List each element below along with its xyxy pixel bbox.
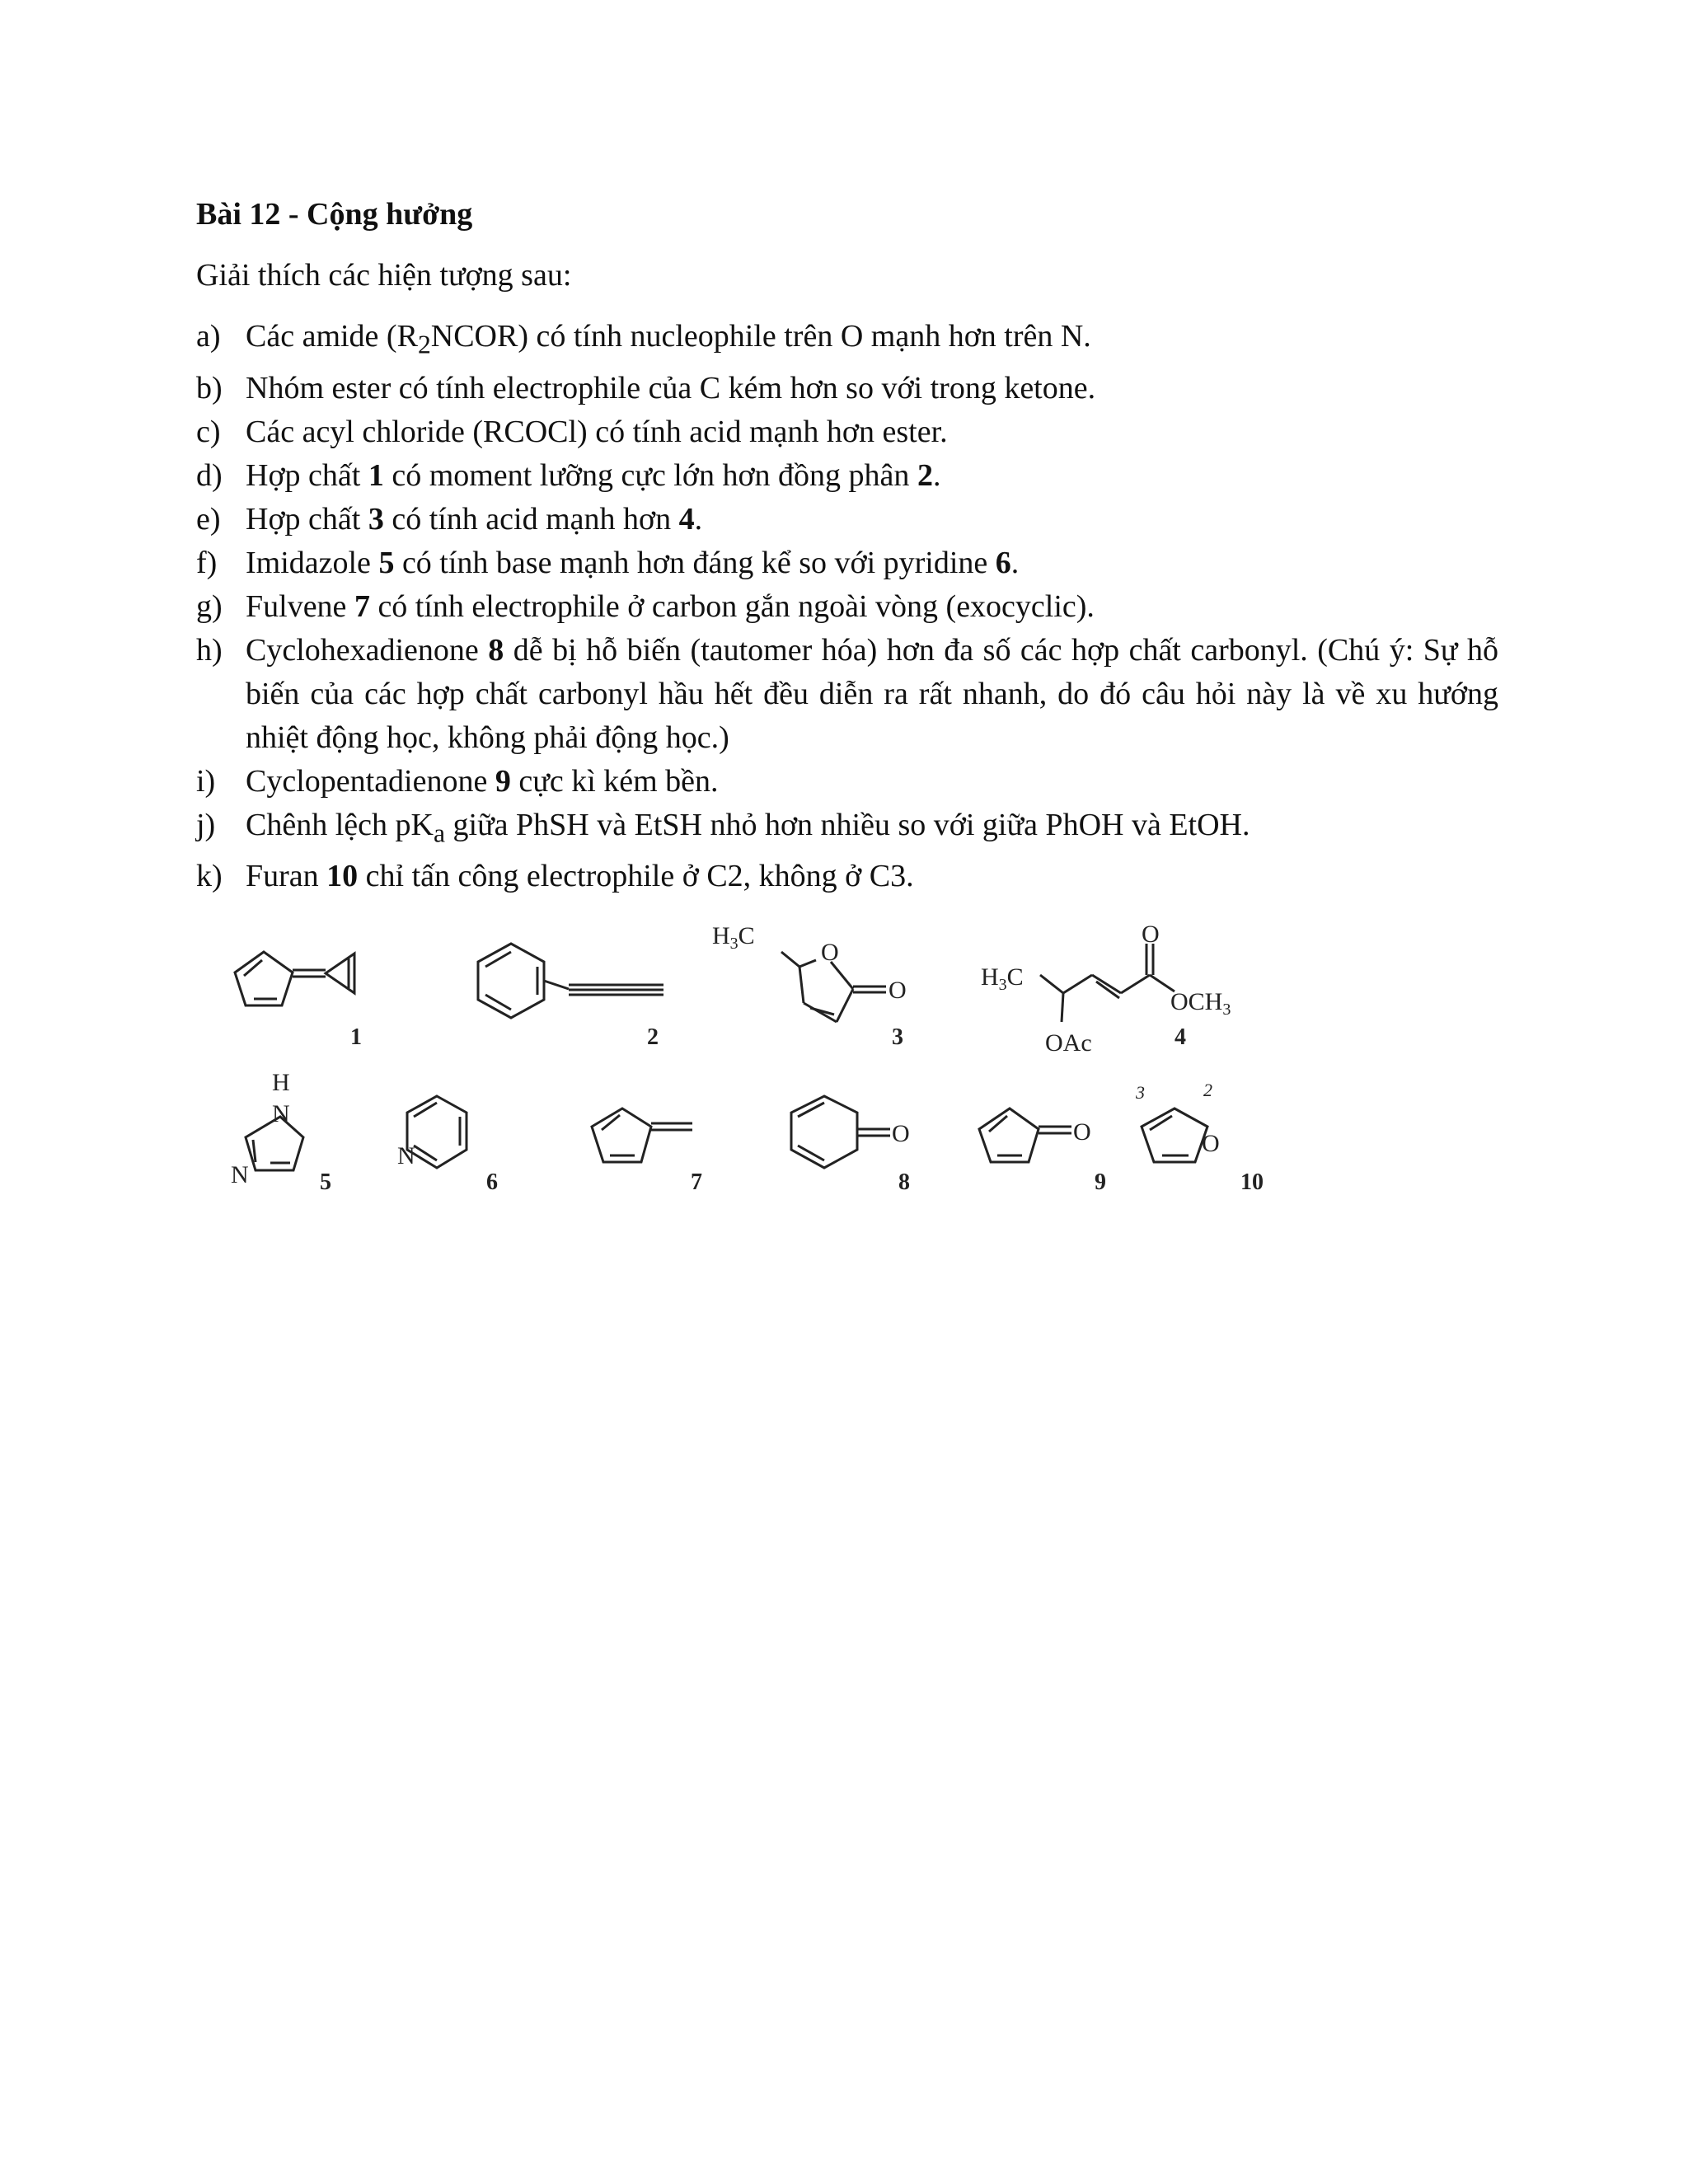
compound-number: 2	[647, 1024, 659, 1050]
item-label: b)	[196, 370, 223, 405]
item-text	[246, 367, 1498, 410]
text-run: Hợp chất	[246, 457, 368, 493]
compound-ref: 8	[488, 632, 504, 668]
item-label: e)	[196, 501, 221, 537]
compound-ref: 1	[368, 457, 384, 493]
text-run: có tính acid mạnh hơn	[383, 501, 679, 537]
text-run: .	[932, 457, 941, 493]
list-item	[196, 541, 1498, 585]
item-text	[246, 855, 1498, 898]
compound-ref: 10	[326, 859, 359, 894]
atom-label: $H_3C$	[712, 922, 755, 953]
atom-label: $H_3C$	[981, 963, 1024, 994]
list-item	[196, 855, 1498, 898]
list-item	[196, 498, 1498, 541]
compound-number: 10	[1240, 1169, 1264, 1195]
item-text	[246, 315, 1498, 367]
compound-ref: 4	[678, 501, 695, 537]
text-run: Các acyl chloride (RCOCl) có tính acid mạnh hơn ester.	[246, 414, 948, 449]
text-run: chỉ tấn công electrophile ở C2, không ở C3.	[358, 859, 914, 894]
text-run: có tính base mạnh hơn đáng kể so với pyridine	[394, 545, 996, 580]
atom-label: 2	[1203, 1080, 1212, 1100]
compound-number: 8	[898, 1169, 910, 1195]
structures-figure	[214, 911, 1319, 1207]
structure-6	[407, 1096, 467, 1168]
text-run: có tính electrophile ở carbon gắn ngoài vòng (exocyclic).	[369, 588, 1095, 624]
text-run: có moment lưỡng cực lớn hơn đồng phân	[383, 457, 917, 493]
compound-number: 5	[320, 1169, 331, 1195]
compound-ref: 7	[354, 588, 370, 624]
atom-label: H	[272, 1069, 290, 1096]
atom-label: O	[889, 977, 907, 1004]
structure-4	[1040, 944, 1175, 1022]
compound-number: 7	[691, 1169, 702, 1195]
item-label: h)	[196, 632, 223, 668]
structure-10	[1142, 1108, 1207, 1162]
list-item	[196, 760, 1498, 804]
list-item	[196, 454, 1498, 498]
item-label: f)	[196, 545, 218, 580]
list-item	[196, 367, 1498, 410]
compound-number: 3	[892, 1024, 903, 1050]
compound-number: 9	[1095, 1169, 1106, 1195]
atom-label: OAc	[1045, 1029, 1092, 1057]
list-item	[196, 585, 1498, 629]
text-run: Cyclohexadienone	[246, 632, 489, 668]
structure-2	[478, 944, 663, 1018]
text-run: Nhóm ester có tính electrophile của C kém hơn so với trong ketone.	[246, 370, 1096, 405]
atom-label: O	[821, 939, 839, 966]
compound-number: 1	[350, 1024, 362, 1050]
item-text	[246, 541, 1498, 585]
item-label: a)	[196, 319, 221, 354]
intro-text: Giải thích các hiện tượng sau:	[196, 258, 572, 293]
structure-7	[592, 1108, 692, 1162]
text-run: giữa PhSH và EtSH nhỏ hơn nhiều so với giữa PhOH và EtOH.	[445, 807, 1250, 842]
list-item	[196, 629, 1498, 760]
list-item	[196, 410, 1498, 454]
atom-label: N	[397, 1142, 415, 1169]
compound-ref: 9	[495, 763, 511, 799]
text-run: Fulvene	[246, 588, 354, 624]
structure-9	[979, 1108, 1071, 1162]
item-label: c)	[196, 414, 221, 449]
text-run: Chênh lệch pK	[246, 807, 434, 842]
item-text	[246, 760, 1498, 804]
text-run: Các amide (R	[246, 319, 418, 354]
text-run: Imidazole	[246, 545, 379, 580]
compound-number: 4	[1175, 1024, 1186, 1050]
subscript: a	[433, 818, 446, 848]
text-run: NCOR) có tính nucleophile trên O mạnh hơn trên N.	[430, 319, 1091, 354]
list-item	[196, 315, 1498, 367]
text-run: Furan	[246, 859, 327, 894]
compound-ref: 2	[917, 457, 933, 493]
atom-label: $OCH_3$	[1170, 988, 1231, 1019]
item-label: d)	[196, 457, 223, 493]
compound-ref: 5	[378, 545, 395, 580]
text-run: Hợp chất	[246, 501, 368, 537]
structure-1	[235, 952, 354, 1005]
structure-8	[791, 1096, 890, 1168]
compound-ref: 3	[368, 501, 384, 537]
atom-label: O	[1073, 1118, 1091, 1146]
text-run: .	[1010, 545, 1020, 580]
atom-label: N	[272, 1100, 290, 1127]
item-label: j)	[196, 807, 216, 842]
text-run: cực kì kém bền.	[510, 763, 719, 799]
list-item	[196, 804, 1498, 855]
atom-label: O	[1142, 921, 1160, 948]
item-label: k)	[196, 859, 223, 894]
text-run: dễ bị hỗ biến (tautomer hóa) hơn đa số các hợp chất carbonyl. (Chú ý: Sự hỗ biến của các hợp chất carbonyl hầu hết đều diễn ra rất nhanh, do đó câu hỏi này là về xu hướng nhiệt động học, không phải động học.)	[246, 632, 1499, 755]
item-text	[246, 585, 1498, 629]
compound-ref: 6	[995, 545, 1011, 580]
item-text	[246, 629, 1498, 760]
text-run: .	[694, 501, 703, 537]
atom-label: O	[1202, 1130, 1220, 1157]
atom-label: O	[892, 1120, 910, 1147]
atom-label: 3	[1136, 1082, 1145, 1103]
subscript: 2	[417, 330, 431, 359]
item-label: i)	[196, 763, 216, 799]
item-text	[246, 454, 1498, 498]
item-text	[246, 410, 1498, 454]
text-run: Cyclopentadienone	[246, 763, 495, 799]
item-text	[246, 804, 1498, 855]
compound-number: 6	[486, 1169, 498, 1195]
item-text	[246, 498, 1498, 541]
question-list	[196, 315, 1498, 898]
item-label: g)	[196, 588, 223, 624]
atom-label: N	[231, 1161, 249, 1188]
page-title: Bài 12 - Cộng hưởng	[196, 197, 473, 232]
